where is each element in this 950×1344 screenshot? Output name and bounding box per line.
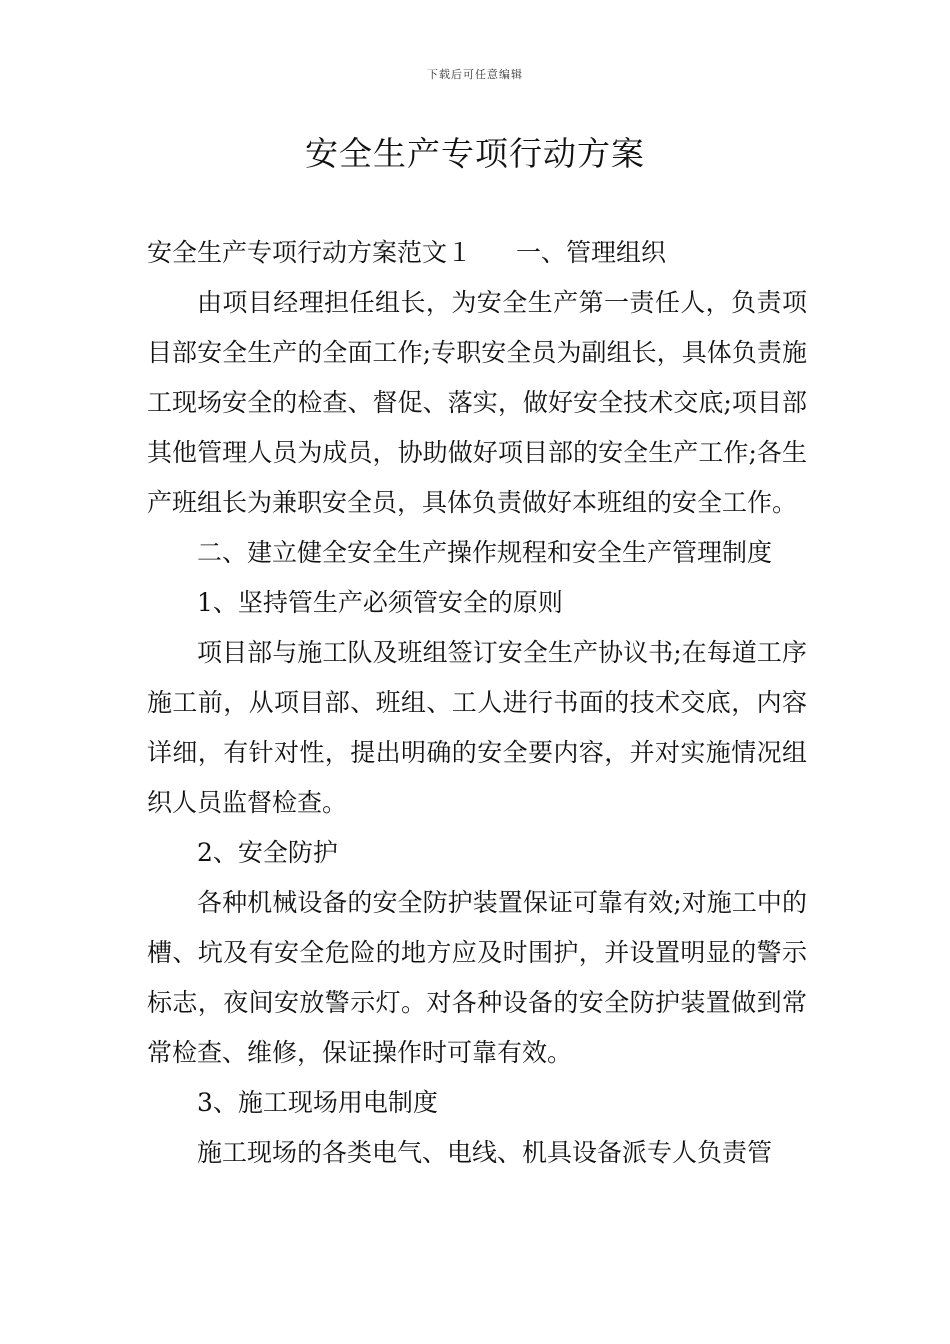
subheading-principle: 1、坚持管生产必须管安全的原则 <box>197 588 563 617</box>
section-heading-rules: 二、建立健全安全生产操作规程和安全生产管理制度 <box>197 538 773 567</box>
subheading-safety-protection: 2、安全防护 <box>197 838 338 867</box>
document-title: 安全生产专项行动方案 <box>305 134 645 173</box>
paragraph-agreement: 项目部与施工队及班组签订安全生产协议书;在每道工序施工前，从项目部、班组、工人进行书面的技术交底，内容详细，有针对性，提出明确的安全要内容，并对实施情况组织人员监督检查。 <box>147 638 807 817</box>
paragraph-safety-protection: 各种机械设备的安全防护装置保证可靠有效;对施工中的槽、坑及有安全危险的地方应及时围护，并设置明显的警示标志，夜间安放警示灯。对各种设备的安全防护装置做到常常检查、维修，保证操作时可靠有效。 <box>147 888 807 1067</box>
paragraph-electricity: 施工现场的各类电气、电线、机具设备派专人负责管 <box>197 1138 773 1167</box>
section-heading-management: 一、管理组织 <box>516 238 667 267</box>
header-note: 下载后可任意编辑 <box>427 68 523 81</box>
paragraph-management-organization: 由项目经理担任组长，为安全生产第一责任人，负责项目部安全生产的全面工作;专职安全员为副组长，具体负责施工现场安全的检查、督促、落实，做好安全技术交底;项目部其他管理人员为成员，协助做好项目部的安全生产工作;各生产班组长为兼职安全员，具体负责做好本班组的安全工作。 <box>147 288 807 517</box>
document-body <box>147 228 807 1178</box>
first-line <box>147 228 807 278</box>
subheading-electricity: 3、施工现场用电制度 <box>197 1088 438 1117</box>
section-heading-sample-title: 安全生产专项行动方案范文１ <box>147 238 473 267</box>
